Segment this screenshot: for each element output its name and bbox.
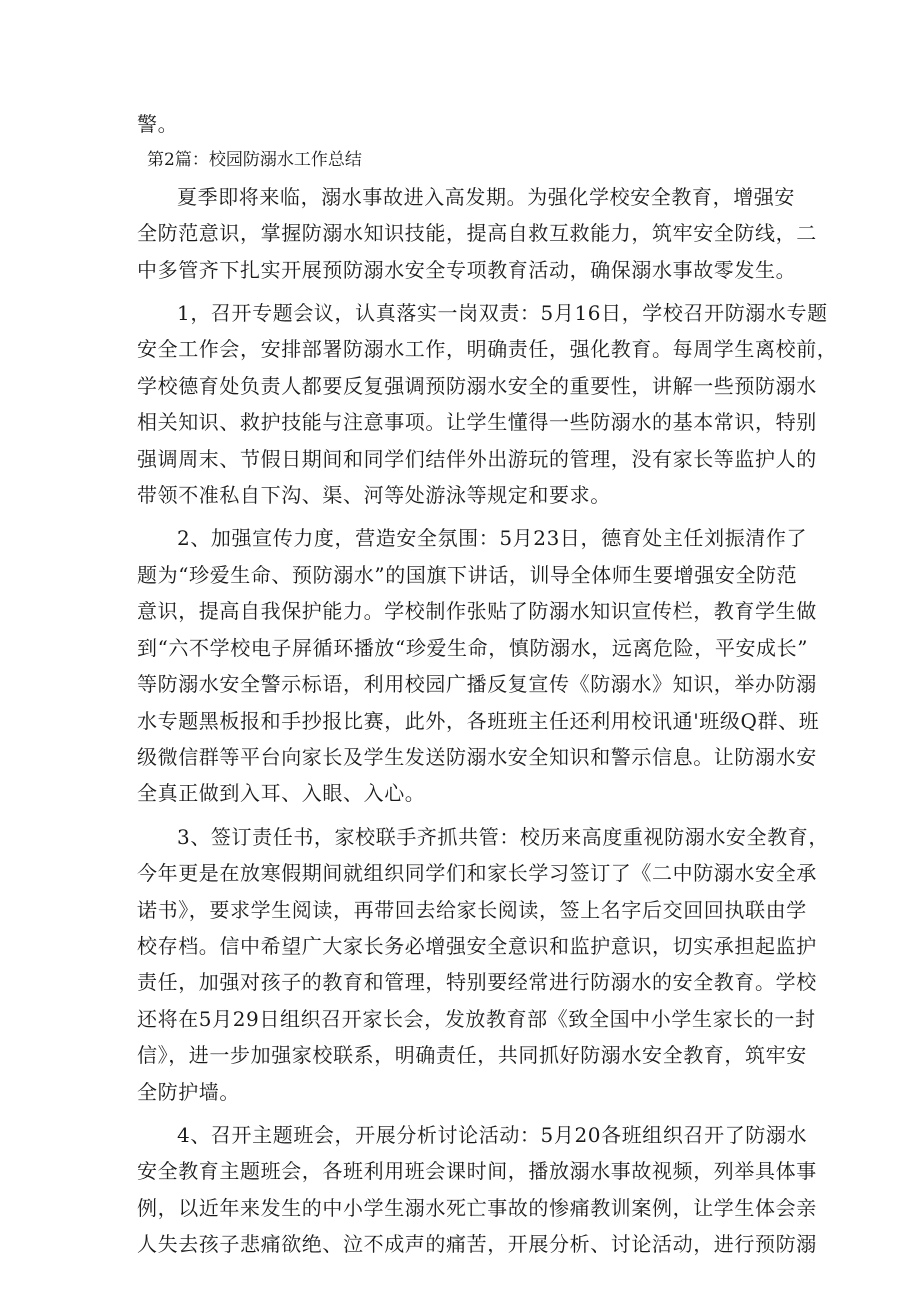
text-line: 级微信群等平台向家长及学生发送防溺水安全知识和警示信息。让防溺水安 (137, 744, 817, 769)
text-line: 题为“珍爱生命、预防溺水”的国旗下讲话，训导全体师生要增强安全防范 (137, 562, 798, 587)
text-line: 人失去孩子悲痛欲绝、泣不成声的痛苦，开展分析、讨论活动，进行预防溺 (137, 1232, 817, 1257)
text-line: 中多管齐下扎实开展预防溺水安全专项教育活动，确保溺水事故零发生。 (137, 257, 797, 282)
text-line: 校存档。信中希望广大家长务必增强安全意识和监护意识，切实承担起监护 (137, 933, 817, 958)
text-line: 等防溺水安全警示标语，利用校园广播反复宣传《防溺水》知识，举办防溺 (137, 672, 817, 697)
section-heading: 第2篇：校园防溺水工作总结 (147, 150, 362, 171)
document-page (137, 106, 838, 1263)
paragraph-item-4 (137, 1117, 817, 1263)
text-line: 今年更是在放寒假期间就组织同学们和家长学习签订了《二中防溺水安全承 (137, 861, 817, 886)
text-line: 诺书》，要求学生阅读，再带回去给家长阅读，签上名字后交回回执联由学 (137, 897, 807, 922)
paragraph-item-3 (137, 819, 829, 1110)
text-line: 强调周末、节假日期间和同学们结伴外出游玩的管理，没有家长等监护人的 (137, 446, 817, 471)
text-line: 带领不准私自下沟、渠、河等处游泳等规定和要求。 (137, 483, 611, 508)
text-line: 安全教育主题班会，各班利用班会课时间，播放溺水事故视频，列举具体事 (137, 1159, 817, 1184)
text-line: 水专题黑板报和手抄报比赛，此外，各班班主任还利用校讯通'班级Q群、班 (137, 708, 820, 733)
paragraph-item-1 (137, 295, 838, 513)
text-line: 意识，提高自我保护能力。学校制作张贴了防溺水知识宣传栏，教育学生做 (137, 599, 817, 624)
text-line: 夏季即将来临，溺水事故进入高发期。为强化学校安全教育，增强安 (177, 184, 795, 209)
text-line: 全真正做到入耳、入眼、入心。 (137, 781, 426, 806)
text-line: 信》，进一步加强家校联系，明确责任，共同抓好防溺水安全教育，筑牢安 (137, 1043, 807, 1068)
text-line: 到“六不学校电子屏循环播放“珍爱生命，慎防溺水，远离危险，平安成长” (137, 635, 809, 660)
lead-fragment: 警。 (137, 112, 179, 136)
text-line: 全防护墙。 (137, 1079, 240, 1104)
text-line: 2、加强宣传力度，营造安全氛围：5月23日，德育处主任刘振清作了 (177, 526, 808, 551)
text-line: 例，以近年来发生的中小学生溺水死亡事故的惨痛教训案例，让学生体会亲 (137, 1195, 817, 1220)
text-line: 责任，加强对孩子的教育和管理，特别要经常进行防溺水的安全教育。学校 (137, 970, 817, 995)
text-line: 安全工作会，安排部署防溺水工作，明确责任，强化教育。每周学生离校前， (137, 337, 838, 362)
text-line: 全防范意识，掌握防溺水知识技能，提高自救互救能力，筑牢安全防线，二 (137, 221, 817, 246)
text-line: 3、签订责任书，家校联手齐抓共管：校历来高度重视防溺水安全教育， (177, 824, 829, 849)
text-line: 相关知识、救护技能与注意事项。让学生懂得一些防溺水的基本常识，特别 (137, 410, 817, 435)
text-line: 学校德育处负责人都要反复强调预防溺水安全的重要性，讲解一些预防溺水 (137, 373, 817, 398)
text-line: 4、召开主题班会，开展分析讨论活动：5月20各班组织召开了防溺水 (177, 1122, 808, 1147)
paragraph-item-2 (137, 520, 820, 811)
paragraph-intro (137, 179, 817, 288)
text-line: 1，召开专题会议，认真落实一岗双责：5月16日，学校召开防溺水专题 (177, 301, 828, 326)
text-line: 还将在5月29日组织召开家长会，发放教育部《致全国中小学生家长的一封 (137, 1006, 816, 1031)
